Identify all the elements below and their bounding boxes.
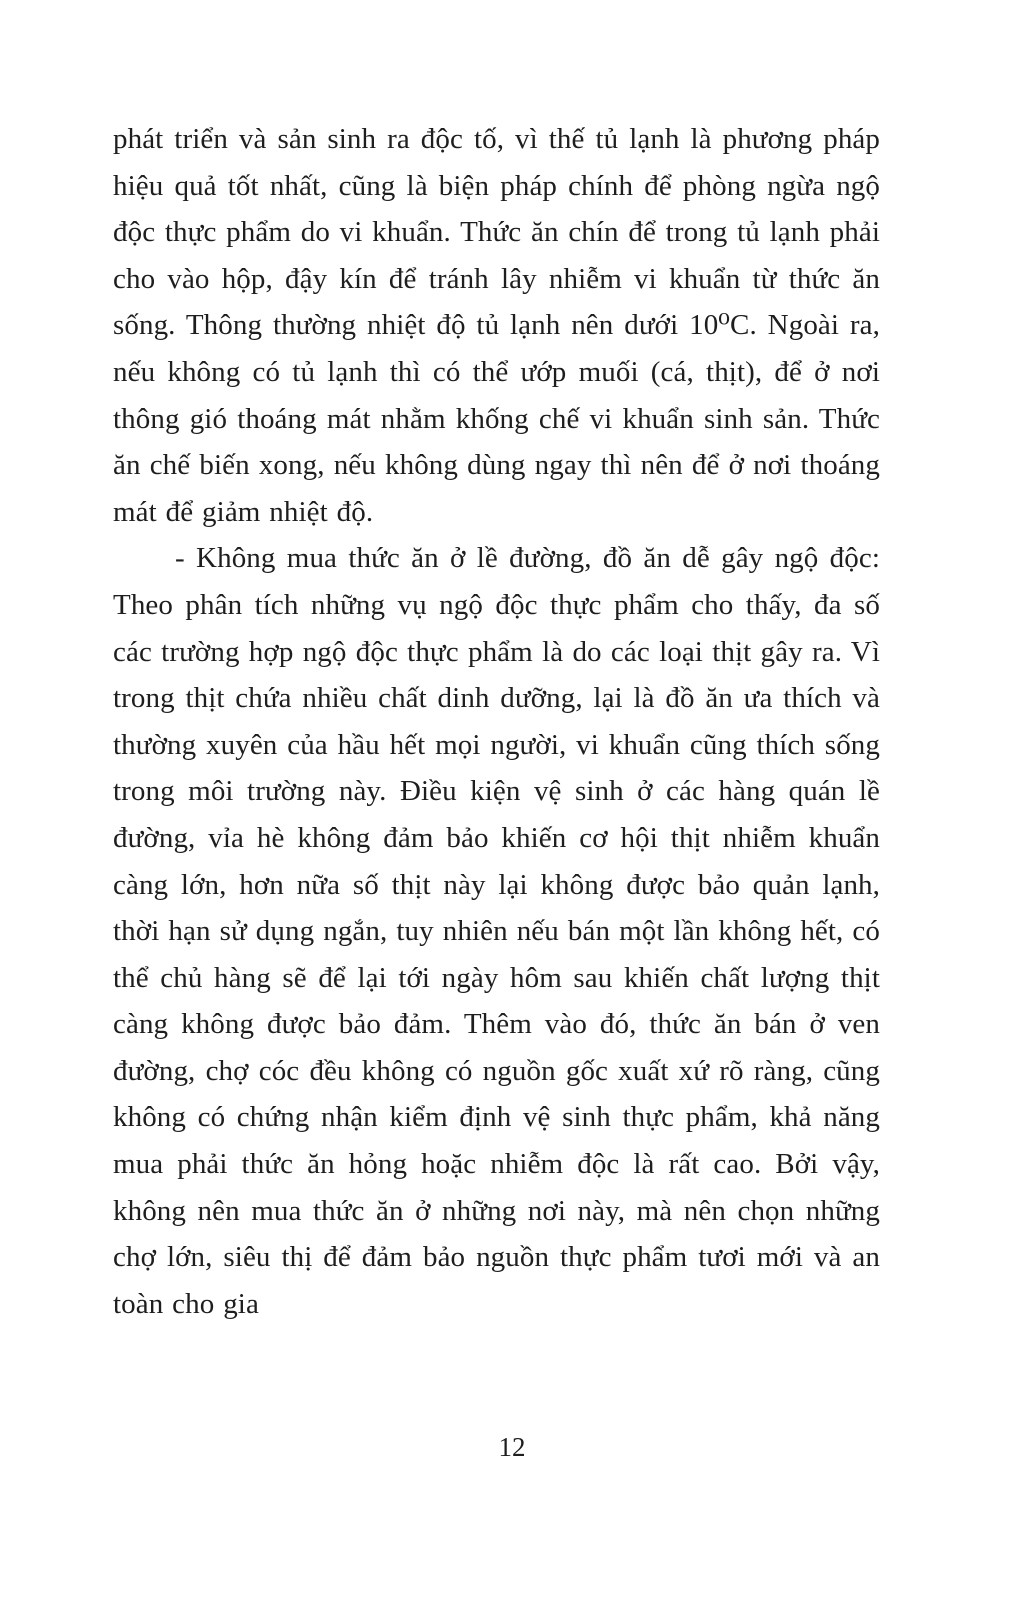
page-number: 12 — [498, 1432, 526, 1462]
paragraph-street-food: - Không mua thức ăn ở lề đường, đồ ăn dễ gây ngộ độc: Theo phân tích những vụ ngộ độc thực phẩm cho thấy, đa số các trường hợp ngộ độc thực phẩm là do các loại thịt gây ra. Vì trong thịt chứa nhiều chất dinh dưỡng, lại là đồ ăn ưa thích và thường xuyên của hầu hết mọi người, vi khuẩn cũng thích sống trong môi trường này. Điều kiện vệ sinh ở các hàng quán lề đường, vỉa hè không đảm bảo khiến cơ hội thịt nhiễm khuẩn càng lớn, hơn nữa số thịt này lại không được bảo quản lạnh, thời hạn sử dụng ngắn, tuy nhiên nếu bán một lần không hết, có thể chủ hàng sẽ để lại tới ngày hôm sau khiến chất lượng thịt càng không được bảo đảm. Thêm vào đó, thức ăn bán ở ven đường, chợ cóc đều không có nguồn gốc xuất xứ rõ ràng, cũng không có chứng nhận kiểm định vệ sinh thực phẩm, khả năng mua phải thức ăn hỏng hoặc nhiễm độc là rất cao. Bởi vậy, không nên mua thức ăn ở những nơi này, mà nên chọn những chợ lớn, siêu thị để đảm bảo nguồn thực phẩm tươi mới và an toàn cho gia — [113, 542, 880, 1320]
paragraph-continued: phát triển và sản sinh ra độc tố, vì thế tủ lạnh là phương pháp hiệu quả tốt nhất, cũng là biện pháp chính để phòng ngừa ngộ độc thực phẩm do vi khuẩn. Thức ăn chín để trong tủ lạnh phải cho vào hộp, đậy kín để tránh lây nhiễm vi khuẩn từ thức ăn sống. Thông thường nhiệt độ tủ lạnh nên dưới 10⁰C. Ngoài ra, nếu không có tủ lạnh thì có thể ướp muối (cá, thịt), để ở nơi thông gió thoáng mát nhằm khống chế vi khuẩn sinh sản. Thức ăn chế biến xong, nếu không dùng ngay thì nên để ở nơi thoáng mát để giảm nhiệt độ. — [113, 123, 880, 528]
body-text — [113, 116, 880, 1327]
